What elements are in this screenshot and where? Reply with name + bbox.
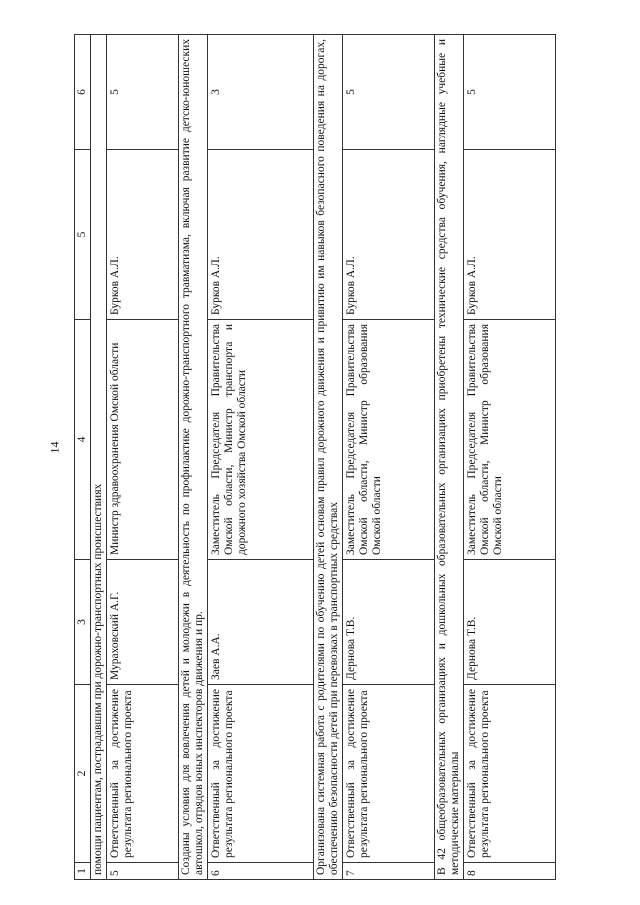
supervisor-cell: Бурков А.Л.: [464, 150, 556, 320]
table-row: [208, 35, 314, 880]
person-cell: Дернова Т.В.: [464, 560, 556, 685]
load-cell: 3: [208, 35, 314, 150]
supervisor-cell: Бурков А.Л.: [208, 150, 314, 320]
position-cell: Заместитель Председателя Правительства Омской области, Министр транспорта и дорожного хозяйства Омской области: [208, 320, 314, 560]
header-cell: 5: [75, 150, 91, 320]
role-cell: Ответственный за достижение результата регионального проекта: [107, 685, 179, 863]
person-cell: Заев А.А.: [208, 560, 314, 685]
row-number: 5: [107, 863, 179, 880]
role-cell: Ответственный за достижение результата регионального проекта: [343, 685, 435, 863]
rotated-page: [74, 35, 614, 880]
row-number: 7: [343, 863, 435, 880]
person-cell: Дернова Т.В.: [343, 560, 435, 685]
section-row: [314, 35, 343, 880]
load-cell: 5: [464, 35, 556, 150]
section-row: [179, 35, 208, 880]
table-header-row: [75, 35, 91, 880]
header-cell: 4: [75, 320, 91, 560]
section-row: [435, 35, 464, 880]
table-row: [464, 35, 556, 880]
row-number: 8: [464, 863, 556, 880]
section-text: Созданы условия для вовлечения детей и молодежи в деятельность по профилактике дорожно-транспортного травматизма, включая развитие детско-юношеских автошкол, отрядов юных инспекторов движения и пр.: [179, 35, 208, 880]
supervisor-cell: Бурков А.Л.: [107, 150, 179, 320]
role-cell: Ответственный за достижение результата регионального проекта: [208, 685, 314, 863]
row-number: 6: [208, 863, 314, 880]
header-cell: 6: [75, 35, 91, 150]
table-row: [107, 35, 179, 880]
position-cell: Заместитель Председателя Правительства Омской области, Министр образования Омской области: [464, 320, 556, 560]
table-row: [343, 35, 435, 880]
load-cell: 5: [107, 35, 179, 150]
load-cell: 5: [343, 35, 435, 150]
section-text: В 42 общеобразовательных организациях и дошкольных образовательных организациях приобретены технические средства обучения, наглядные учебные и методические материалы: [435, 35, 464, 880]
person-cell: Мураховский А.Г.: [107, 560, 179, 685]
position-cell: Заместитель Председателя Правительства Омской области, Министр образования Омской области: [343, 320, 435, 560]
header-cell: 2: [75, 685, 91, 863]
header-cell: 3: [75, 560, 91, 685]
role-cell: Ответственный за достижение результата регионального проекта: [464, 685, 556, 863]
section-text: Организована системная работа с родителями по обучению детей основам правил дорожного движения и привитию им навыков безопасного поведения на дорогах, обеспечению безопасности детей при перевозках в транспортных средствах: [314, 35, 343, 880]
page-number: 14: [47, 441, 62, 454]
supervisor-cell: Бурков А.Л.: [343, 150, 435, 320]
header-cell: 1: [75, 863, 91, 880]
intro-row: [91, 35, 107, 880]
responsibility-table: [74, 34, 556, 880]
position-cell: Министр здравоохранения Омской области: [107, 320, 179, 560]
intro-text: помощи пациентам, пострадавшим при дорожно-транспортных происшествиях: [91, 35, 107, 880]
